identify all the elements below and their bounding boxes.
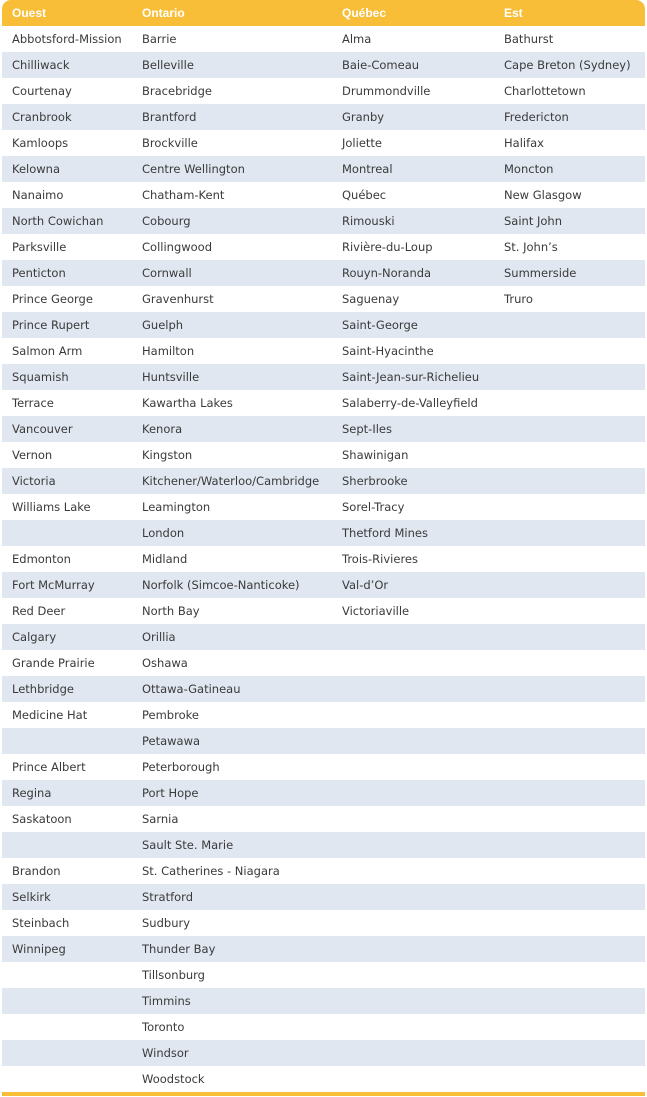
cell-est: Summerside [504, 266, 577, 280]
table-row [2, 208, 645, 234]
cell-ouest: Vancouver [12, 422, 73, 436]
header-ouest: Ouest [12, 6, 47, 20]
cell-ouest: Red Deer [12, 604, 66, 618]
table-row [2, 416, 645, 442]
table-row [2, 364, 645, 390]
cell-ontario: Woodstock [142, 1072, 205, 1086]
table-footer-bar [2, 1092, 645, 1096]
cell-quebec: Sorel-Tracy [342, 500, 405, 514]
table-row [2, 546, 645, 572]
table-row [2, 806, 645, 832]
cell-ouest: Lethbridge [12, 682, 74, 696]
cell-ontario: Gravenhurst [142, 292, 214, 306]
cell-ouest: Terrace [12, 396, 54, 410]
cell-ontario: Midland [142, 552, 188, 566]
table-row [2, 52, 645, 78]
cell-quebec: Québec [342, 188, 387, 202]
header-est: Est [504, 6, 523, 20]
table-row [2, 988, 645, 1014]
cell-ontario: Centre Wellington [142, 162, 245, 176]
cell-ontario: Belleville [142, 58, 194, 72]
cell-ouest: Kamloops [12, 136, 69, 150]
cell-ontario: Sarnia [142, 812, 179, 826]
cell-quebec: Saint-Hyacinthe [342, 344, 434, 358]
cell-quebec: Rouyn-Noranda [342, 266, 432, 280]
table-row [2, 494, 645, 520]
cell-ontario: Sault Ste. Marie [142, 838, 234, 852]
table-row [2, 650, 645, 676]
table-row [2, 286, 645, 312]
cell-est: Bathurst [504, 32, 554, 46]
cell-ontario: Cobourg [142, 214, 191, 228]
table-row [2, 962, 645, 988]
cell-quebec: Val-d’Or [342, 578, 389, 592]
cell-quebec: Baie-Comeau [342, 58, 420, 72]
cell-ontario: Thunder Bay [142, 942, 216, 956]
cell-ontario: Stratford [142, 890, 194, 904]
table-row [2, 1040, 645, 1066]
table-row [2, 234, 645, 260]
cell-ouest: Courtenay [12, 84, 72, 98]
cell-ontario: Toronto [142, 1020, 185, 1034]
cell-ontario: Kingston [142, 448, 193, 462]
cell-ontario: Pembroke [142, 708, 199, 722]
table-row [2, 78, 645, 104]
cell-ontario: Tillsonburg [142, 968, 205, 982]
table-row [2, 442, 645, 468]
cell-ontario: Timmins [142, 994, 191, 1008]
cell-ontario: Kenora [142, 422, 183, 436]
cell-ouest: Brandon [12, 864, 61, 878]
table-body [2, 26, 645, 1092]
cell-ouest: North Cowichan [12, 214, 104, 228]
cell-ontario: Sudbury [142, 916, 191, 930]
cell-ontario: Hamilton [142, 344, 195, 358]
cell-ontario: Norfolk (Simcoe-Nanticoke) [142, 578, 300, 592]
table-row [2, 468, 645, 494]
cell-ouest: Prince George [12, 292, 93, 306]
cell-ontario: Barrie [142, 32, 177, 46]
cell-ouest: Chilliwack [12, 58, 70, 72]
cell-quebec: Sherbrooke [342, 474, 408, 488]
cell-ontario: Chatham-Kent [142, 188, 225, 202]
cell-ouest: Grande Prairie [12, 656, 95, 670]
cell-ontario: Windsor [142, 1046, 189, 1060]
cell-ouest: Williams Lake [12, 500, 91, 514]
cell-ontario: Bracebridge [142, 84, 212, 98]
cell-quebec: Sept-Iles [342, 422, 392, 436]
table-row [2, 390, 645, 416]
cell-ouest: Penticton [12, 266, 66, 280]
header-quebec: Québec [342, 6, 387, 20]
table-row [2, 702, 645, 728]
cell-quebec: Saint-George [342, 318, 418, 332]
cell-ontario: Kawartha Lakes [142, 396, 233, 410]
cell-quebec: Montreal [342, 162, 393, 176]
table-row [2, 104, 645, 130]
cell-ontario: North Bay [142, 604, 200, 618]
cell-quebec: Granby [342, 110, 385, 124]
cell-quebec: Shawinigan [342, 448, 409, 462]
cell-ouest: Edmonton [12, 552, 71, 566]
cell-ouest: Steinbach [12, 916, 70, 930]
cell-ouest: Medicine Hat [12, 708, 88, 722]
cell-ouest: Saskatoon [12, 812, 72, 826]
cell-est: Cape Breton (Sydney) [504, 58, 631, 72]
table-row [2, 130, 645, 156]
cell-ouest: Salmon Arm [12, 344, 83, 358]
cell-quebec: Drummondville [342, 84, 431, 98]
cell-ouest: Victoria [12, 474, 56, 488]
cell-est: Fredericton [504, 110, 569, 124]
cell-quebec: Saint-Jean-sur-Richelieu [342, 370, 480, 384]
cell-ontario: Ottawa-Gatineau [142, 682, 241, 696]
cell-ouest: Selkirk [12, 890, 51, 904]
cell-est: Truro [504, 292, 533, 306]
cities-table [2, 0, 645, 1096]
table-header [2, 0, 645, 26]
cell-quebec: Thetford Mines [342, 526, 428, 540]
cell-ouest: Regina [12, 786, 52, 800]
cell-ontario: St. Catherines - Niagara [142, 864, 280, 878]
cell-quebec: Trois-Rivieres [342, 552, 418, 566]
cell-ontario: Huntsville [142, 370, 200, 384]
cell-ontario: Guelph [142, 318, 184, 332]
table-row [2, 156, 645, 182]
cell-ontario: Brantford [142, 110, 197, 124]
table-row [2, 624, 645, 650]
table-row [2, 676, 645, 702]
header-ontario: Ontario [142, 6, 185, 20]
table-row [2, 780, 645, 806]
cell-ouest: Squamish [12, 370, 69, 384]
cell-quebec: Salaberry-de-Valleyfield [342, 396, 478, 410]
cell-ouest: Prince Rupert [12, 318, 90, 332]
table-row [2, 598, 645, 624]
cell-est: Halifax [504, 136, 544, 150]
cell-quebec: Victoriaville [342, 604, 410, 618]
cell-ontario: Orillia [142, 630, 176, 644]
cell-ontario: Cornwall [142, 266, 192, 280]
cell-quebec: Saguenay [342, 292, 400, 306]
cell-ontario: Brockville [142, 136, 198, 150]
cell-ontario: Leamington [142, 500, 211, 514]
cell-ouest: Winnipeg [12, 942, 66, 956]
table-row [2, 936, 645, 962]
cell-est: St. John’s [504, 240, 558, 254]
table-row [2, 572, 645, 598]
cell-ontario: London [142, 526, 185, 540]
cell-ouest: Abbotsford-Mission [12, 32, 122, 46]
cell-ontario: Port Hope [142, 786, 199, 800]
cell-quebec: Rimouski [342, 214, 395, 228]
cell-ontario: Kitchener/Waterloo/Cambridge [142, 474, 320, 488]
table-row [2, 754, 645, 780]
cell-ouest: Parksville [12, 240, 67, 254]
cell-est: New Glasgow [504, 188, 582, 202]
cell-quebec: Rivière-du-Loup [342, 240, 433, 254]
table-row [2, 910, 645, 936]
cell-quebec: Alma [342, 32, 372, 46]
table-row [2, 338, 645, 364]
table-row [2, 1014, 645, 1040]
cell-ouest: Nanaimo [12, 188, 64, 202]
table-row [2, 520, 645, 546]
cell-ontario: Collingwood [142, 240, 213, 254]
cell-ontario: Peterborough [142, 760, 220, 774]
table-row [2, 884, 645, 910]
cell-ouest: Kelowna [12, 162, 61, 176]
table-row [2, 1066, 645, 1092]
cell-ontario: Oshawa [142, 656, 188, 670]
table-row [2, 728, 645, 754]
cell-ouest: Cranbrook [12, 110, 72, 124]
cell-ouest: Vernon [12, 448, 53, 462]
table-row [2, 312, 645, 338]
cell-est: Charlottetown [504, 84, 586, 98]
cell-ouest: Prince Albert [12, 760, 86, 774]
cell-ontario: Petawawa [142, 734, 201, 748]
table-row [2, 182, 645, 208]
cell-ouest: Calgary [12, 630, 57, 644]
cell-est: Saint John [504, 214, 562, 228]
table-row [2, 26, 645, 52]
cell-ouest: Fort McMurray [12, 578, 95, 592]
table-row [2, 832, 645, 858]
cell-est: Moncton [504, 162, 554, 176]
table-row [2, 260, 645, 286]
table-row [2, 858, 645, 884]
cell-quebec: Joliette [342, 136, 382, 150]
